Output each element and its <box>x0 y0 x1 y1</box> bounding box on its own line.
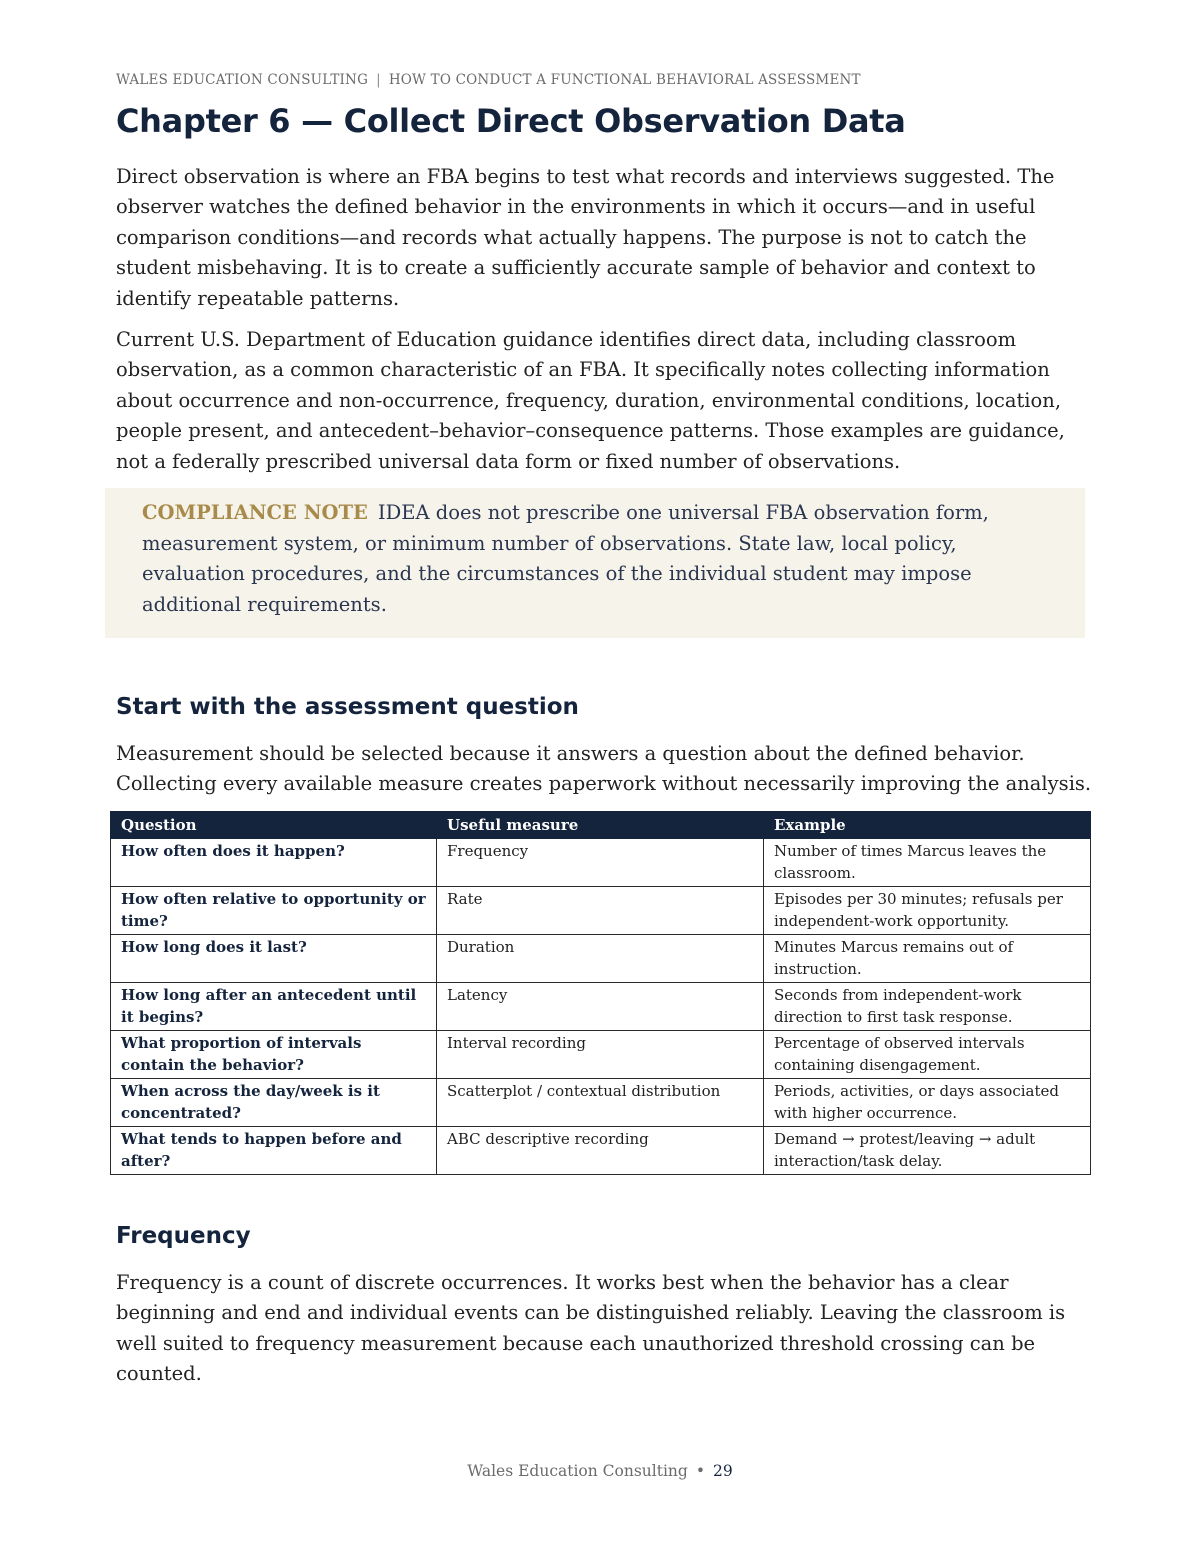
table-row <box>111 838 1091 886</box>
example-cell: Episodes per 30 minutes; refusals per independent-work opportunity. <box>764 886 1091 934</box>
table-row <box>111 934 1091 982</box>
page-number: 29 <box>713 1462 733 1480</box>
table-row <box>111 1030 1091 1078</box>
assessment-paragraph: Measurement should be selected because it answers a question about the defined behavior. Collecting every available measure creates paperwork without necessarily improving the analysis. <box>116 742 1092 796</box>
example-cell: Percentage of observed intervals containing disengagement. <box>764 1030 1091 1078</box>
column-header-measure: Useful measure <box>437 812 764 839</box>
chapter-title: Chapter 6 — Collect Direct Observation Data <box>116 102 906 140</box>
table-header-row <box>111 812 1091 839</box>
compliance-note-text-block <box>142 498 1042 620</box>
measure-cell: Rate <box>437 886 764 934</box>
question-cell: When across the day/week is it concentrated? <box>111 1078 437 1126</box>
running-header <box>116 72 861 88</box>
intro-paragraph-1: Direct observation is where an FBA begins to test what records and interviews suggested. The observer watches the defined behavior in the environments in which it occurs—and in useful comparison conditions—and records what actually happens. The purpose is not to catch the student misbehaving. It is to create a sufficiently accurate sample of behavior and context to identify repeatable patterns. <box>116 165 1055 310</box>
footer-bullet: • <box>695 1462 705 1480</box>
header-separator: | <box>376 72 381 88</box>
measure-cell: Frequency <box>437 838 764 886</box>
measure-cell: Scatterplot / contextual distribution <box>437 1078 764 1126</box>
footer-org: Wales Education Consulting <box>467 1462 688 1480</box>
table-row <box>111 1126 1091 1174</box>
header-org: WALES EDUCATION CONSULTING <box>116 72 369 88</box>
compliance-note-box <box>105 488 1085 638</box>
section-heading-frequency: Frequency <box>116 1223 251 1249</box>
question-cell: What proportion of intervals contain the behavior? <box>111 1030 437 1078</box>
page-footer <box>0 1462 1200 1480</box>
example-cell: Periods, activities, or days associated with higher occurrence. <box>764 1078 1091 1126</box>
column-header-example: Example <box>764 812 1091 839</box>
intro-paragraph-2: Current U.S. Department of Education guidance identifies direct data, including classroom observation, as a common characteristic of an FBA. It specifically notes collecting information about occurrence and non-occurrence, frequency, duration, environmental conditions, location, people present, and antecedent–behavior–consequence patterns. Those examples are guidance, not a federally prescribed universal data form or fixed number of observations. <box>116 328 1065 473</box>
measure-cell: Duration <box>437 934 764 982</box>
question-cell: How often does it happen? <box>111 838 437 886</box>
example-cell: Demand → protest/leaving → adult interaction/task delay. <box>764 1126 1091 1174</box>
compliance-note-label: COMPLIANCE NOTE <box>142 501 368 524</box>
header-title: HOW TO CONDUCT A FUNCTIONAL BEHAVIORAL ASSESSMENT <box>388 72 861 88</box>
question-cell: How long after an antecedent until it begins? <box>111 982 437 1030</box>
frequency-paragraph: Frequency is a count of discrete occurrences. It works best when the behavior has a clear beginning and end and individual events can be distinguished reliably. Leaving the classroom is well suited to frequency measurement because each unauthorized threshold crossing can be counted. <box>116 1271 1066 1386</box>
question-cell: How often relative to opportunity or time? <box>111 886 437 934</box>
table-row <box>111 1078 1091 1126</box>
table-row <box>111 886 1091 934</box>
example-cell: Number of times Marcus leaves the classroom. <box>764 838 1091 886</box>
measure-cell: Interval recording <box>437 1030 764 1078</box>
measures-table <box>110 811 1091 1175</box>
question-cell: How long does it last? <box>111 934 437 982</box>
example-cell: Seconds from independent-work direction to first task response. <box>764 982 1091 1030</box>
compliance-note-text: IDEA does not prescribe one universal FBA observation form, measurement system, or minimum number of observations. State law, local policy, evaluation procedures, and the circumstances of the individual student may impose additional requirements. <box>142 501 989 616</box>
measure-cell: ABC descriptive recording <box>437 1126 764 1174</box>
table-row <box>111 982 1091 1030</box>
measure-cell: Latency <box>437 982 764 1030</box>
section-heading-assessment: Start with the assessment question <box>116 694 579 720</box>
column-header-question: Question <box>111 812 437 839</box>
example-cell: Minutes Marcus remains out of instruction. <box>764 934 1091 982</box>
question-cell: What tends to happen before and after? <box>111 1126 437 1174</box>
